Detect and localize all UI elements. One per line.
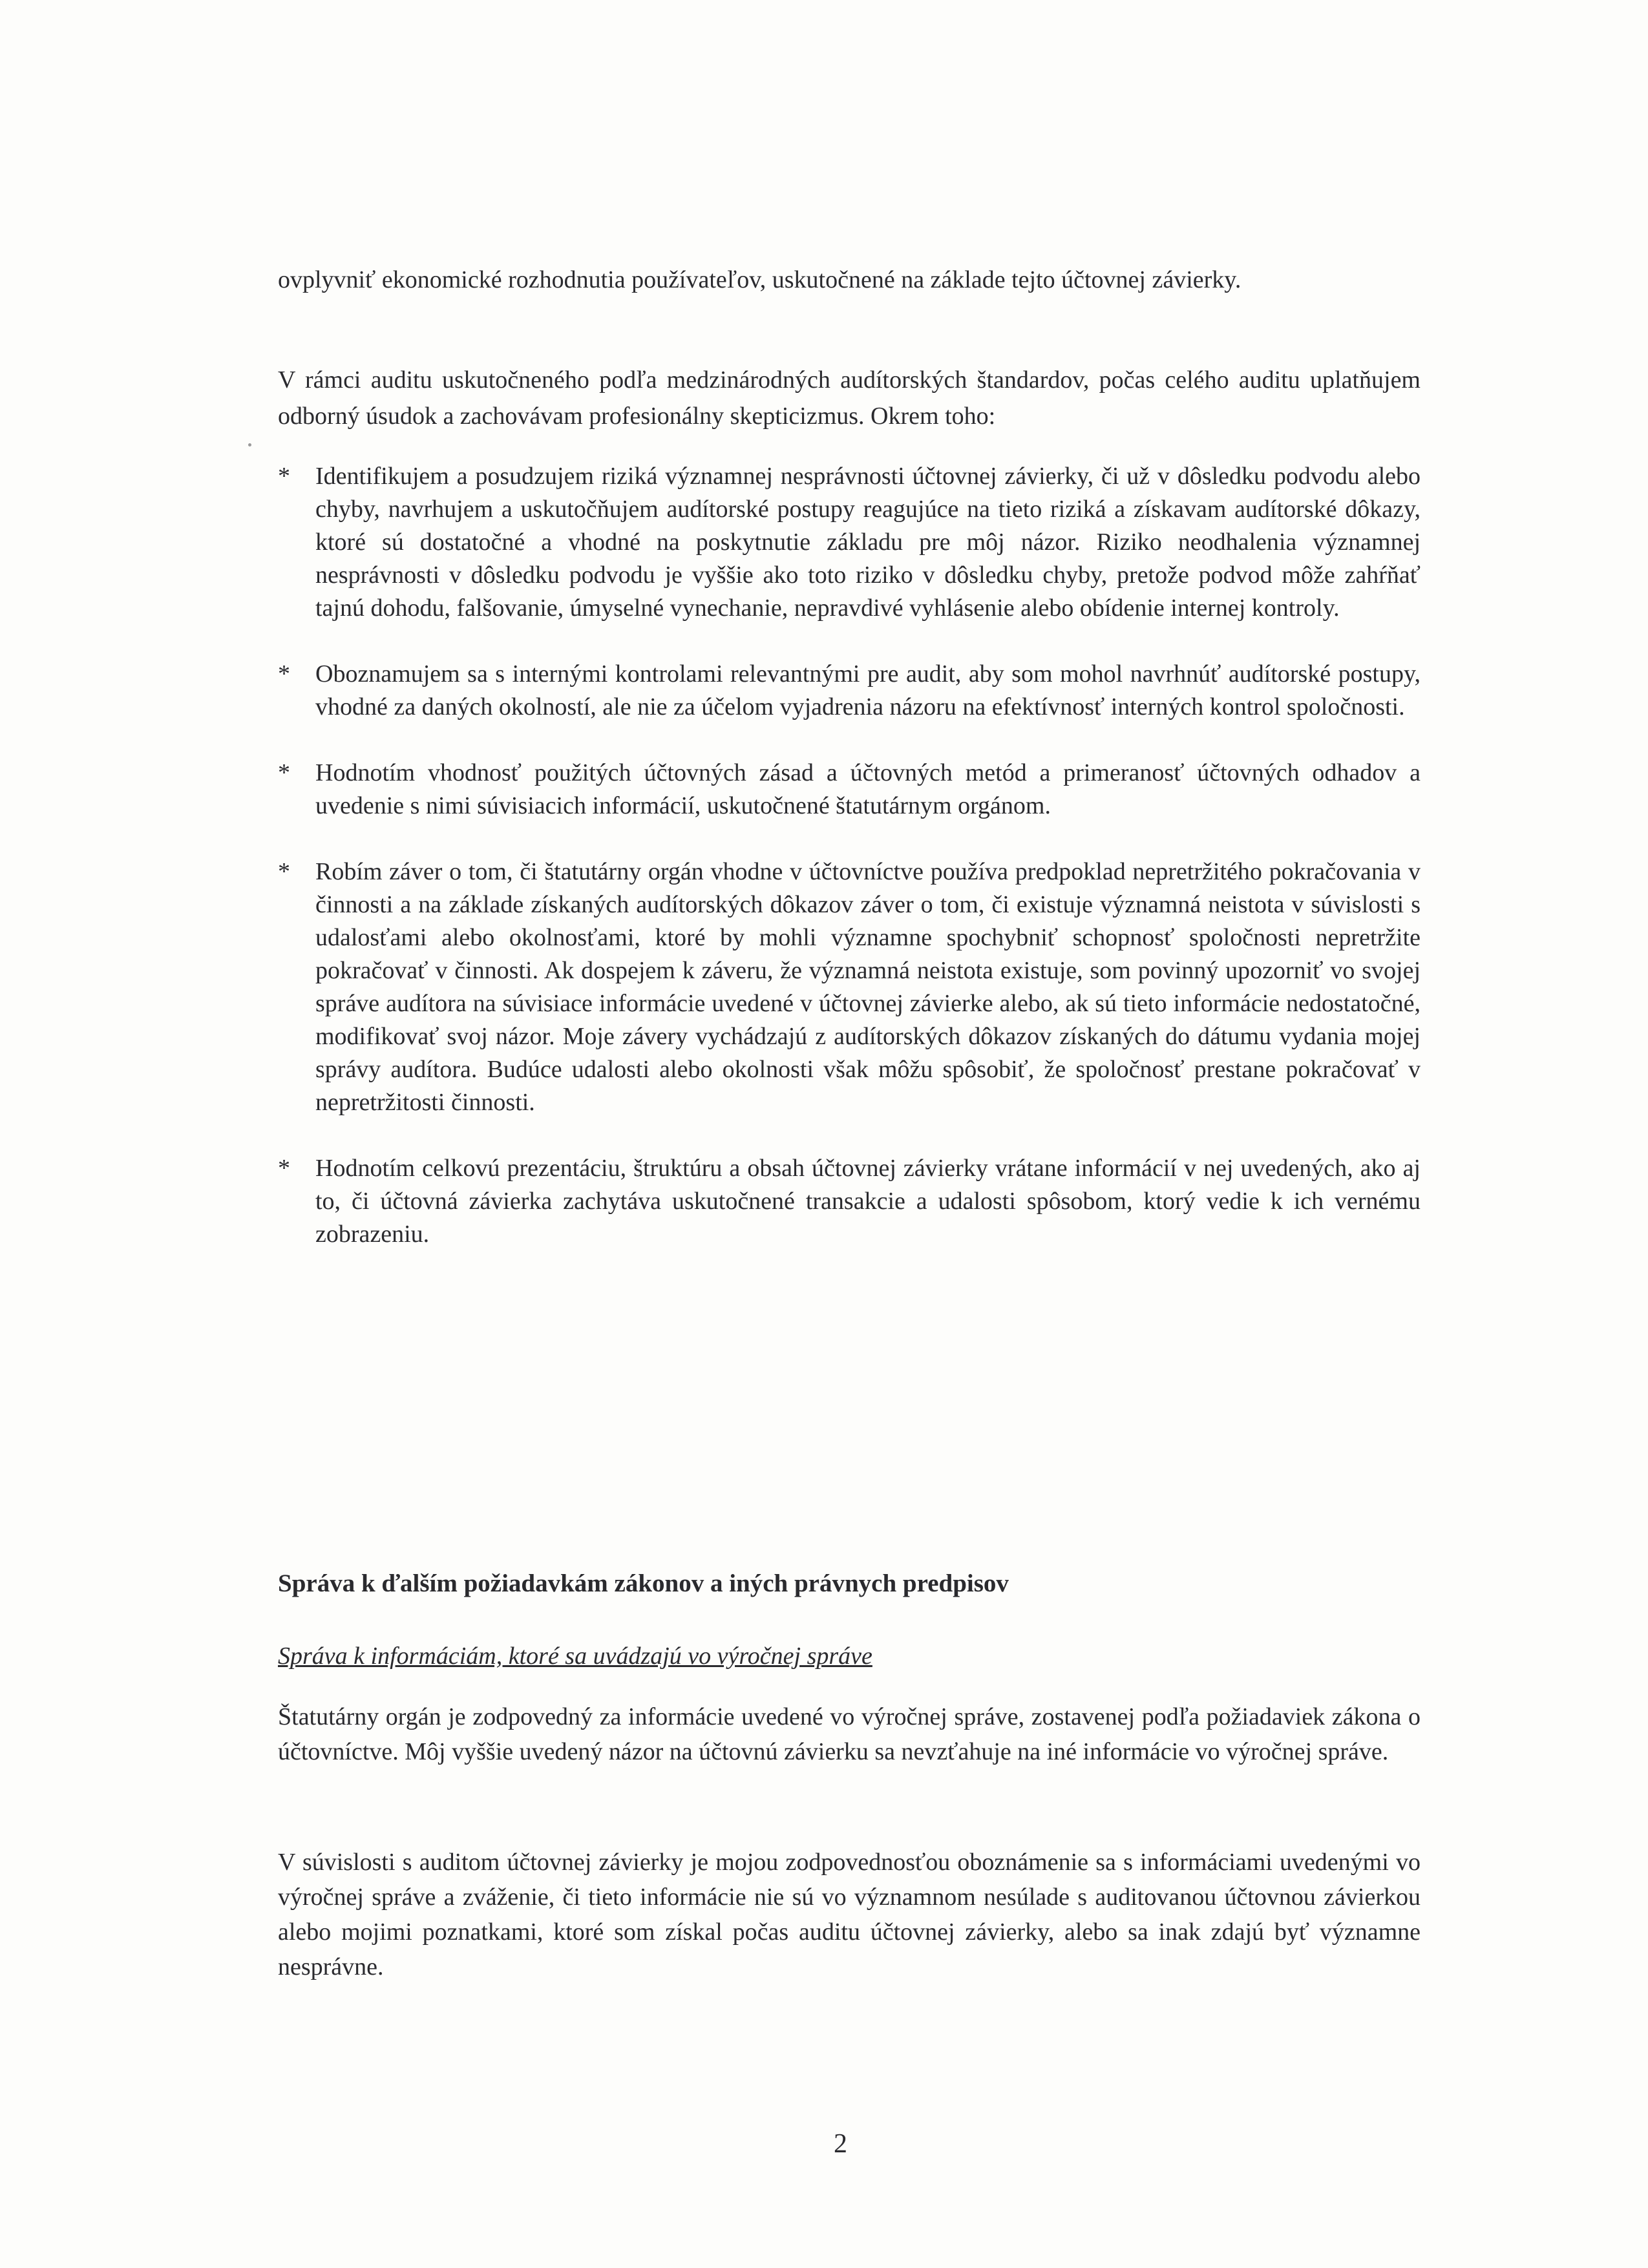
- list-item-text: Identifikujem a posudzujem riziká významnej nesprávnosti účtovnej závierky, či už v dôsledku podvodu alebo chyby, navrhujem a uskutočňujem audítorské postupy reagujúce na tieto riziká a získavam audítorské dôkazy, ktoré sú dostatočné a vhodné na poskytnutie základu pre môj názor. Riziko neodhalenia významnej nesprávnosti v dôsledku podvodu je vyššie ako toto riziko v dôsledku chyby, pretože podvod môže zahŕňať tajnú dohodu, falšovanie, úmyselné vynechanie, nepravdivé vyhlásenie alebo obídenie internej kontroly.: [315, 463, 1421, 622]
- list-item-text: Hodnotím vhodnosť použitých účtovných zásad a účtovných metód a primeranosť účtovných odhadov a uvedenie s nimi súvisiacich informácií, uskutočnené štatutárnym orgánom.: [315, 759, 1421, 819]
- scan-speck: [248, 443, 251, 446]
- paragraph-auditor-responsibility: V súvislosti s auditom účtovnej závierky je mojou zodpovednosťou oboznámenie sa s informáciami uvedenými vo výročnej správe a zváženie, či tieto informácie nie sú vo významnom nesúlade s auditovanou účtovnou závierkou alebo mojimi poznatkami, ktoré som získal počas auditu účtovnej závierky, alebo sa inak zdajú byť významne nesprávne.: [278, 1849, 1421, 1980]
- list-item-text: Robím záver o tom, či štatutárny orgán vhodne v účtovníctve používa predpoklad nepretržitého pokračovania v činnosti a na základe získaných audítorských dôkazov záver o tom, či existuje významná neistota v súvislosti s udalosťami alebo okolnosťami, ktoré by mohli významne spochybniť schopnosť spoločnosti nepretržite pokračovať v činnosti. Ak dospejem k záveru, že významná neistota existuje, som povinný upozorniť vo svojej správe audítora na súvisiace informácie uvedené v účtovnej závierke alebo, ak sú tieto informácie nedostatočné, modifikovať svoj názor. Moje závery vychádzajú z audítorských dôkazov získaných do dátumu vydania mojej správy audítora. Budúce udalosti alebo okolnosti však môžu spôsobiť, že spoločnosť prestane pokračovať v nepretržitosti činnosti.: [315, 858, 1421, 1116]
- bullet-asterisk: *: [278, 858, 290, 885]
- section-subheading: Správa k informáciám, ktoré sa uvádzajú vo výročnej správe: [278, 1643, 872, 1670]
- bullet-asterisk: *: [278, 660, 290, 688]
- list-item: [278, 757, 1421, 823]
- bullet-asterisk: *: [278, 463, 290, 490]
- list-item-text: Hodnotím celkovú prezentáciu, štruktúru a obsah účtovnej závierky vrátane informácií v nej uvedených, ako aj to, či účtovná závierka zachytáva uskutočnené transakcie a udalosti spôsobom, ktorý vedie k ich vernému zobrazeniu.: [315, 1155, 1421, 1248]
- list-item: [278, 856, 1421, 1119]
- bullet-asterisk: *: [278, 1155, 290, 1182]
- list-item: [278, 658, 1421, 724]
- bullet-list: [278, 460, 1421, 1284]
- list-item: [278, 1152, 1421, 1251]
- bullet-asterisk: *: [278, 759, 290, 786]
- page-number: 2: [834, 2129, 847, 2159]
- paragraph-audit-intro: V rámci auditu uskutočneného podľa medzinárodných audítorských štandardov, počas celého auditu uplatňujem odborný úsudok a zachovávam profesionálny skepticizmus. Okrem toho:: [278, 366, 1421, 430]
- section-heading: Správa k ďalším požiadavkám zákonov a iných právnych predpisov: [278, 1570, 1009, 1597]
- list-item: [278, 460, 1421, 625]
- paragraph-continuation: ovplyvniť ekonomické rozhodnutia používateľov, uskutočnené na základe tejto účtovnej závierky.: [278, 266, 1241, 293]
- list-item-text: Oboznamujem sa s internými kontrolami relevantnými pre audit, aby som mohol navrhnúť audítorské postupy, vhodné za daných okolností, ale nie za účelom vyjadrenia názoru na efektívnosť interných kontrol spoločnosti.: [315, 660, 1421, 720]
- paragraph-statutory-body: Štatutárny orgán je zodpovedný za informácie uvedené vo výročnej správe, zostavenej podľa požiadaviek zákona o účtovníctve. Môj vyššie uvedený názor na účtovnú závierku sa nevzťahuje na iné informácie vo výročnej správe.: [278, 1703, 1421, 1765]
